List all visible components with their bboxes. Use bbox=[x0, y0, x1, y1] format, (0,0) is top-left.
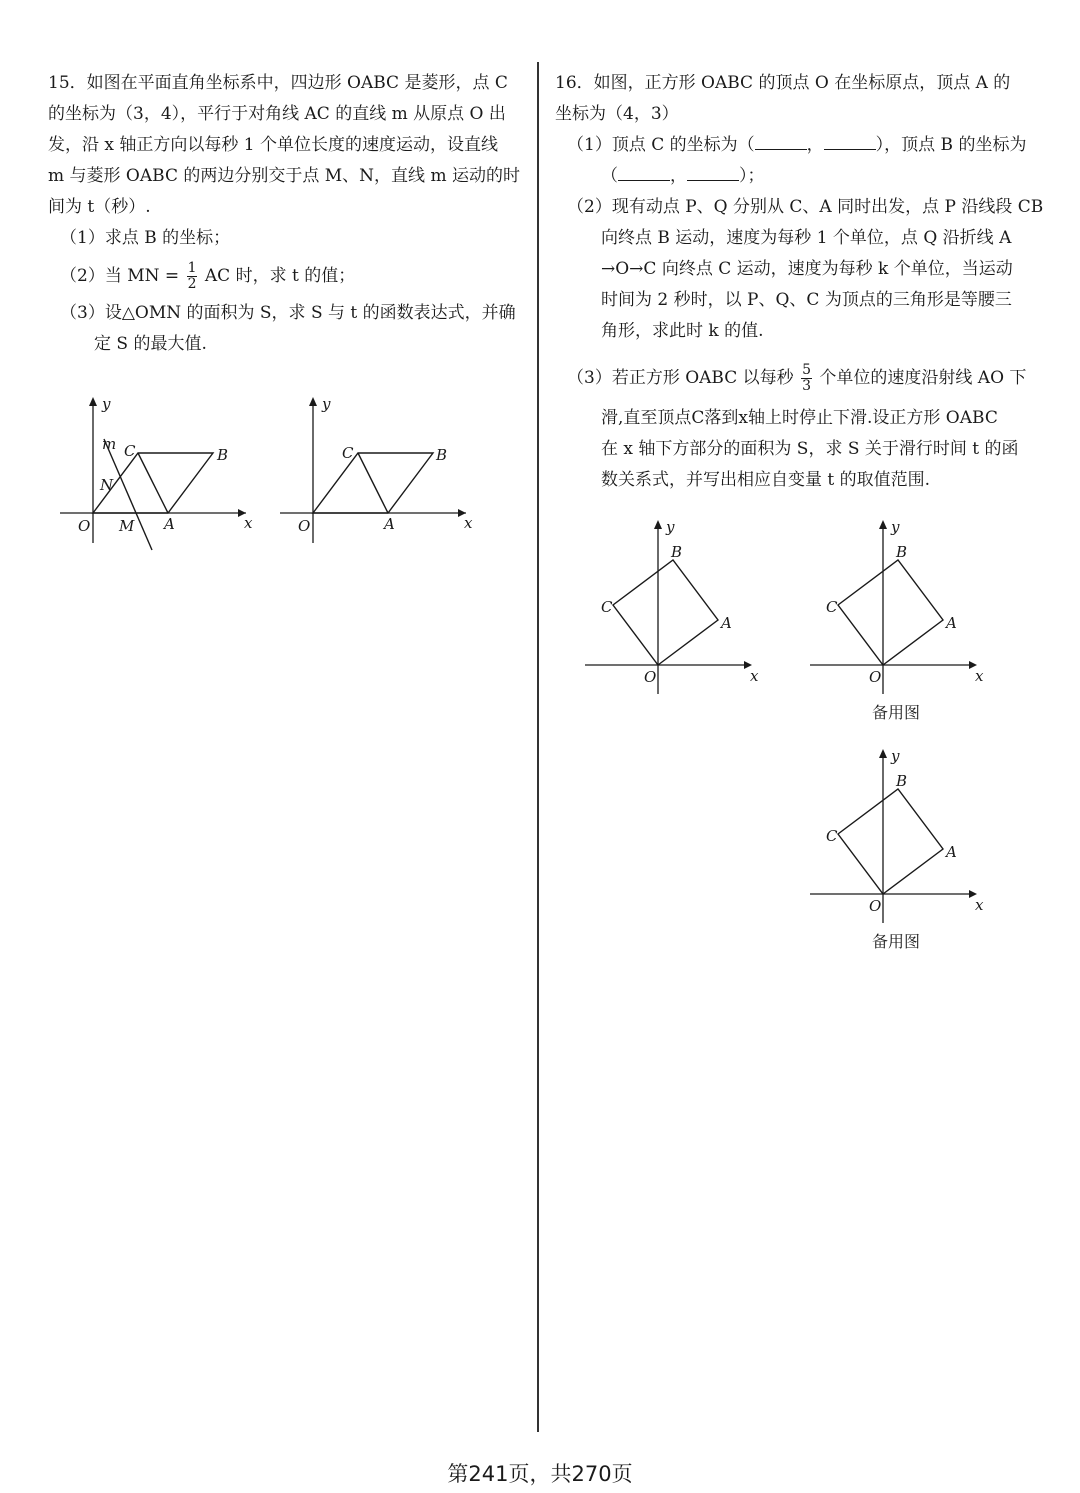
q15-part-2-post: AC 时，求 t 的值； bbox=[204, 266, 356, 286]
question-15 bbox=[48, 68, 520, 360]
point-a-label: A bbox=[721, 614, 732, 632]
origin-label: O bbox=[869, 897, 882, 915]
q16-figure-main bbox=[585, 518, 765, 698]
q15-part-3-line-2: 定 S 的最大值. bbox=[94, 334, 207, 354]
answer-blank-b-y bbox=[687, 165, 739, 181]
q16-part-3-line-4: 数关系式，并写出相应自变量 t 的取值范围. bbox=[601, 470, 931, 490]
q16-part-1-a: （1）顶点 C 的坐标为（ bbox=[567, 135, 755, 155]
q16-stem-line-1: 16．如图，正方形 OABC 的顶点 O 在坐标原点，顶点 A 的 bbox=[555, 73, 1011, 93]
q16-part-2-line-5: 角形，求此时 k 的值. bbox=[601, 321, 764, 341]
answer-blank-c-y bbox=[824, 134, 876, 150]
point-b-label: B bbox=[436, 446, 448, 464]
page-footer: 第241页，共270页 bbox=[447, 1462, 633, 1486]
origin-label: O bbox=[78, 517, 91, 535]
q16-part-1-line-1 bbox=[555, 130, 1030, 161]
point-b-label: B bbox=[896, 543, 908, 561]
q15-stem-line-1: 15．如图在平面直角坐标系中，四边形 OABC 是菱形，点 C bbox=[48, 73, 508, 93]
y-label: y bbox=[322, 395, 331, 413]
point-n-label: N bbox=[100, 476, 114, 494]
q16-part-2-line-4: 时间为 2 秒时，以 P、Q、C 为顶点的三角形是等腰三 bbox=[601, 290, 1012, 310]
q15-fraction bbox=[187, 261, 198, 292]
q16-part-3-line-3: 在 x 轴下方部分的面积为 S，求 S 关于滑行时间 t 的函 bbox=[601, 439, 1019, 459]
q16-part-3-post: 个单位的速度沿射线 AO 下 bbox=[819, 368, 1027, 388]
square-oabc bbox=[838, 789, 943, 894]
answer-blank-c-x bbox=[755, 134, 807, 150]
q16-fraction-den: 3 bbox=[802, 378, 811, 394]
q15-fraction-den: 2 bbox=[187, 276, 197, 292]
q15-stem-line-2: 的坐标为（3，4），平行于对角线 AC 的直线 m 从原点 O 出 bbox=[48, 104, 506, 124]
q16-part-2-line-2: 向终点 B 运动，速度为每秒 1 个单位，点 Q 沿折线 A bbox=[601, 228, 1012, 248]
x-label: x bbox=[975, 667, 984, 685]
diagonal-ac bbox=[358, 453, 388, 513]
x-label: x bbox=[464, 514, 473, 532]
x-label: x bbox=[244, 514, 253, 532]
origin-label: O bbox=[298, 517, 311, 535]
q16-fraction bbox=[801, 363, 812, 394]
q16-figure-backup-2 bbox=[810, 747, 990, 927]
column-divider bbox=[537, 62, 539, 1432]
square-oabc bbox=[838, 560, 943, 665]
q16-part-1-b: ），顶点 B 的坐标为 bbox=[875, 135, 1027, 155]
q15-part-3-line-1: （3）设△OMN 的面积为 S，求 S 与 t 的函数表达式，并确 bbox=[60, 303, 516, 323]
y-label: y bbox=[891, 747, 900, 765]
y-label: y bbox=[102, 395, 111, 413]
point-a-label: A bbox=[384, 515, 395, 533]
q15-figure-1 bbox=[60, 395, 260, 555]
square-oabc bbox=[613, 560, 718, 665]
q16-part-2-line-3: →O→C 向终点 C 运动，速度为每秒 k 个单位，当运动 bbox=[601, 259, 1013, 279]
y-axis-arrow-icon bbox=[879, 520, 887, 529]
q16-part-1-c: （ bbox=[601, 166, 618, 186]
q16-part-2-line-1: （2）现有动点 P、Q 分别从 C、A 同时出发，点 P 沿线段 CB bbox=[567, 197, 1044, 217]
q16-part-1-line-2 bbox=[555, 161, 1030, 192]
point-b-label: B bbox=[217, 446, 229, 464]
q16-part-1-d: ）； bbox=[739, 166, 765, 186]
q15-part-2-pre: （2）当 MN = bbox=[60, 266, 180, 286]
q16-comma-2: ， bbox=[670, 166, 687, 186]
point-c-label: C bbox=[124, 442, 136, 460]
y-axis-arrow-icon bbox=[89, 397, 97, 406]
q15-fraction-num: 1 bbox=[187, 260, 197, 276]
point-m-label: M bbox=[119, 517, 135, 535]
y-axis-arrow-icon bbox=[879, 749, 887, 758]
point-c-label: C bbox=[826, 598, 838, 616]
answer-blank-b-x bbox=[618, 165, 670, 181]
point-c-label: C bbox=[826, 827, 838, 845]
backup-caption-2: 备用图 bbox=[872, 932, 921, 951]
q16-stem-line-2: 坐标为（4，3） bbox=[555, 104, 679, 124]
point-c-label: C bbox=[342, 444, 354, 462]
question-16 bbox=[555, 68, 1044, 496]
point-b-label: B bbox=[671, 543, 683, 561]
y-label: y bbox=[666, 518, 675, 536]
x-label: x bbox=[750, 667, 759, 685]
q16-part-3-pre: （3）若正方形 OABC 以每秒 bbox=[567, 368, 794, 388]
point-b-label: B bbox=[896, 772, 908, 790]
q15-stem-line-3: 发，沿 x 轴正方向以每秒 1 个单位长度的速度运动，设直线 bbox=[48, 135, 499, 155]
origin-label: O bbox=[644, 668, 657, 686]
q15-stem-line-4: m 与菱形 OABC 的两边分别交于点 M、N，直线 m 运动的时 bbox=[48, 166, 520, 186]
y-label: y bbox=[891, 518, 900, 536]
backup-caption-1: 备用图 bbox=[872, 703, 921, 722]
x-label: x bbox=[975, 896, 984, 914]
q16-part-3-line-2: 滑,直至顶点C落到x轴上时停止下滑.设正方形 OABC bbox=[601, 408, 998, 428]
origin-label: O bbox=[869, 668, 882, 686]
q15-figure-2 bbox=[280, 395, 480, 555]
q16-fraction-num: 5 bbox=[802, 362, 811, 378]
point-a-label: A bbox=[164, 515, 175, 533]
q16-comma-1: ， bbox=[806, 135, 824, 155]
diagonal-ac bbox=[138, 453, 168, 513]
point-a-label: A bbox=[946, 614, 957, 632]
y-axis-arrow-icon bbox=[654, 520, 662, 529]
line-m-label: m bbox=[102, 435, 117, 453]
q16-figure-backup-1 bbox=[810, 518, 990, 698]
point-a-label: A bbox=[946, 843, 957, 861]
point-c-label: C bbox=[601, 598, 613, 616]
q16-part-3-line-1 bbox=[555, 353, 1030, 403]
q15-part-1: （1）求点 B 的坐标； bbox=[60, 228, 231, 248]
y-axis-arrow-icon bbox=[309, 397, 317, 406]
q15-part-2 bbox=[48, 254, 520, 298]
q15-stem-line-5: 间为 t（秒）. bbox=[48, 197, 151, 217]
